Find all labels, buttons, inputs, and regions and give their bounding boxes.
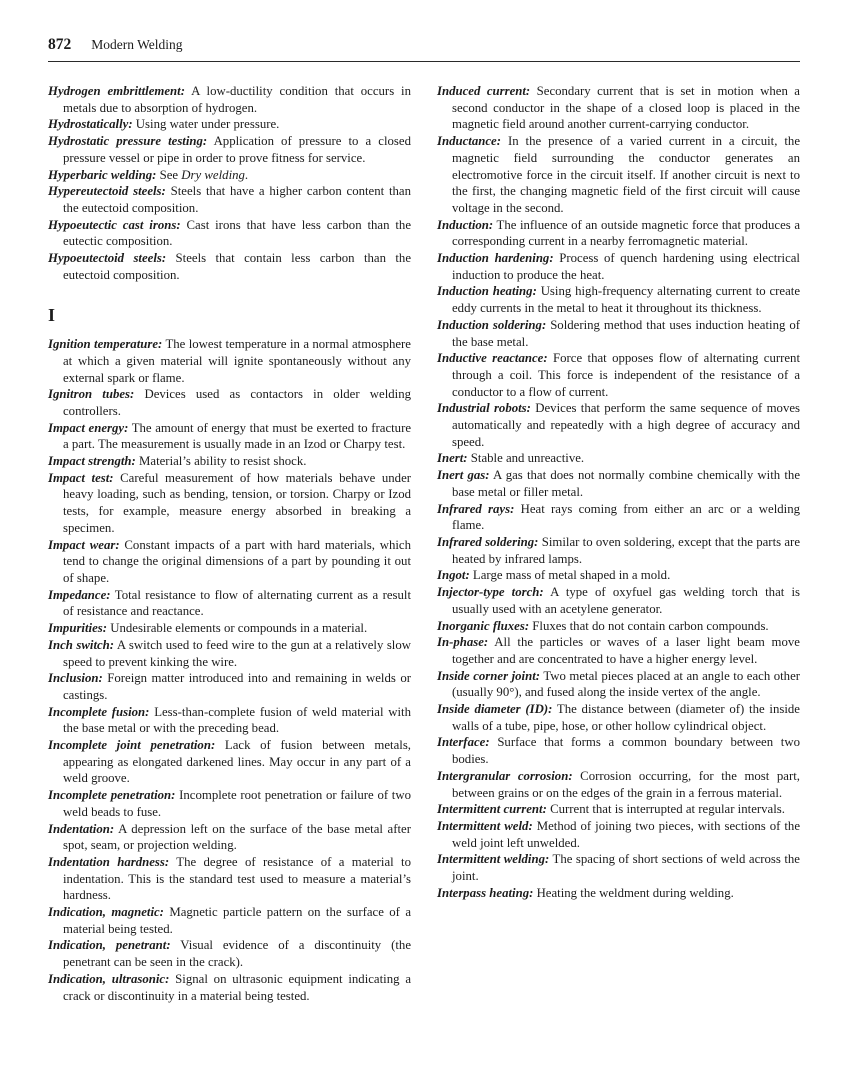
entry-term: Hyperbaric welding: bbox=[48, 167, 157, 182]
entry-term: Indication, ultrasonic: bbox=[48, 971, 170, 986]
glossary-entry bbox=[437, 501, 800, 534]
glossary-entry bbox=[48, 904, 411, 937]
entry-definition: Using high-frequency alternating current to create eddy currents in the metal to heat it throughout its thickness. bbox=[452, 284, 801, 316]
glossary-entry bbox=[48, 217, 411, 250]
entry-term: Intermittent current: bbox=[437, 802, 547, 817]
entry-term: Injector-type torch: bbox=[437, 585, 544, 600]
running-title: Modern Welding bbox=[91, 37, 183, 52]
glossary-entry bbox=[48, 854, 411, 904]
entry-term: Inclusion: bbox=[48, 671, 103, 686]
entry-definition: Current that is interrupted at regular intervals. bbox=[550, 802, 785, 817]
entry-definition: Heat rays coming from either an arc or a welding flame. bbox=[452, 501, 801, 533]
entry-definition: Large mass of metal shaped in a mold. bbox=[472, 568, 671, 583]
section-heading: I bbox=[48, 305, 56, 326]
glossary-entry bbox=[437, 851, 800, 884]
entry-term: Intermittent weld: bbox=[437, 818, 533, 833]
entry-term: Induction: bbox=[437, 217, 494, 232]
entry-definition: Devices used as contactors in older welding controllers. bbox=[63, 387, 412, 418]
entry-definition: Material’s ability to resist shock. bbox=[139, 454, 307, 469]
entry-term: Interpass heating: bbox=[437, 885, 534, 900]
entry-term: Incomplete penetration: bbox=[48, 788, 176, 803]
entry-definition: All the particles or waves of a laser light beam move together and are concentrated to have a higher energy level. bbox=[452, 635, 800, 666]
entry-definition: Process of quench hardening using electrical induction to produce the heat. bbox=[452, 251, 800, 282]
glossary-entry bbox=[48, 183, 411, 216]
entry-definition: A depression left on the surface of the base metal after spot, seam, or projection welding. bbox=[63, 821, 412, 853]
entry-term: Impact test: bbox=[48, 470, 114, 485]
glossary-entry bbox=[437, 818, 800, 851]
glossary-entry bbox=[48, 704, 411, 737]
entry-term: Impact energy: bbox=[48, 420, 129, 435]
entry-term: Hydrostatic pressure testing: bbox=[48, 134, 208, 149]
entry-definition: Two metal pieces placed at an angle to each other (usually 90°), and fused along the inside vertex of the angle. bbox=[452, 668, 801, 700]
entry-term: Impedance: bbox=[48, 587, 111, 602]
entry-term: Indication, magnetic: bbox=[48, 905, 164, 920]
entry-definition: The amount of energy that must be exerted to fracture a part. The measurement is usually made in an Izod or Charpy test. bbox=[63, 420, 412, 452]
glossary-entry bbox=[48, 386, 411, 419]
entry-term: Intergranular corrosion: bbox=[437, 768, 573, 783]
entry-definition: A low-ductility condition that occurs in metals due to absorption of hydrogen. bbox=[63, 84, 411, 115]
glossary-entry bbox=[48, 167, 411, 184]
entry-term: Hydrogen embrittlement: bbox=[48, 84, 185, 98]
left-column bbox=[48, 83, 411, 1004]
glossary-entry bbox=[437, 618, 800, 635]
entry-term: Indication, penetrant: bbox=[48, 938, 171, 953]
entry-definition: Devices that perform the same sequence of moves automatically and repeatedly with a high degree of accuracy and speed. bbox=[452, 401, 801, 449]
entry-definition: Similar to oven soldering, except that the parts are heated by infrared lamps. bbox=[452, 534, 801, 566]
glossary-entry bbox=[437, 250, 800, 283]
entry-term: Infrared rays: bbox=[437, 501, 515, 516]
entry-term: Inside diameter (ID): bbox=[437, 702, 553, 717]
entry-definition: Application of pressure to a closed pressure vessel or pipe in order to prove fitness for service. bbox=[63, 134, 411, 165]
glossary-entry bbox=[437, 584, 800, 617]
entry-definition: Stable and unreactive. bbox=[470, 451, 585, 466]
entry-definition: Undesirable elements or compounds in a material. bbox=[110, 621, 368, 636]
entry-definition: The influence of an outside magnetic force that produces a corresponding current in a nearby ferromagnetic material. bbox=[452, 217, 800, 249]
glossary-entry bbox=[437, 534, 800, 567]
glossary-entry bbox=[437, 217, 800, 250]
glossary-entry bbox=[48, 737, 411, 787]
entry-term: Induction soldering: bbox=[437, 317, 547, 332]
entry-term: Hypoeutectoid steels: bbox=[48, 251, 167, 266]
entry-term: Inert gas: bbox=[437, 468, 490, 483]
glossary-entry bbox=[48, 537, 411, 587]
entry-definition: Magnetic particle pattern on the surface of a material being tested. bbox=[63, 905, 411, 936]
entry-term: Induction heating: bbox=[437, 284, 537, 299]
entry-definition: Surface that forms a common boundary between two bodies. bbox=[452, 735, 801, 767]
entry-term: Inorganic fluxes: bbox=[437, 618, 530, 633]
entry-term: Impurities: bbox=[48, 621, 108, 636]
glossary-entry bbox=[48, 787, 411, 820]
glossary-entry bbox=[437, 668, 800, 701]
glossary-columns bbox=[48, 83, 800, 1004]
glossary-entry bbox=[48, 453, 411, 470]
entry-definition: In the presence of a varied current in a circuit, the magnetic field surrounding the conductor generates an electromotive force in the circuit itself. If another circuit is next to the first, the changing magnetic field of the first circuit will cause voltage in the second. bbox=[452, 134, 800, 215]
entry-term: Impact strength: bbox=[48, 454, 136, 469]
entry-definition: A gas that does not normally combine chemically with the base metal or filler metal. bbox=[452, 468, 800, 499]
glossary-entry bbox=[437, 768, 800, 801]
glossary-entry bbox=[48, 83, 411, 116]
glossary-entry bbox=[437, 350, 800, 400]
glossary-entry bbox=[48, 937, 411, 970]
entry-definition: Careful measurement of how materials behave under heavy loading, such as bending, tension, or torsion. Charpy or Izod tests, for example, measure energy absorbed in breaking a specimen. bbox=[63, 470, 412, 535]
entry-definition: Corrosion occurring, for the most part, between grains or on the edges of the grain in a ferrous material. bbox=[452, 768, 800, 800]
entry-definition: Signal on ultrasonic equipment indicating a crack or discontinuity in a material being tested. bbox=[63, 971, 411, 1003]
entry-definition: Fluxes that do not contain carbon compounds. bbox=[532, 618, 769, 633]
entry-definition: Foreign matter introduced into and remaining in welds or castings. bbox=[63, 671, 411, 702]
glossary-entry bbox=[48, 116, 411, 133]
entry-term: Induction hardening: bbox=[437, 251, 554, 266]
glossary-entry bbox=[437, 400, 800, 450]
entry-definition: Constant impacts of a part with hard materials, which tend to change the original dimensions of a part by pounding it out of shape. bbox=[63, 537, 411, 585]
glossary-entry bbox=[437, 567, 800, 584]
entry-term: Inductive reactance: bbox=[437, 351, 548, 366]
entry-term: Indentation: bbox=[48, 821, 115, 836]
glossary-entry bbox=[48, 821, 411, 854]
entry-term: Industrial robots: bbox=[437, 401, 531, 416]
glossary-entry bbox=[437, 885, 800, 902]
entry-term: Inch switch: bbox=[48, 637, 115, 652]
entry-definition: Incomplete root penetration or failure of two weld beads to fuse. bbox=[63, 788, 411, 819]
entry-definition: Secondary current that is set in motion when a second conductor in the shape of a closed loop is placed in the magnetic field around another current-carrying conductor. bbox=[452, 84, 800, 132]
glossary-entry bbox=[437, 701, 800, 734]
glossary-entry bbox=[437, 801, 800, 818]
glossary-entry bbox=[437, 133, 800, 217]
glossary-entry bbox=[437, 283, 800, 316]
entry-definition: Cast irons that have less carbon than the eutectic composition. bbox=[63, 217, 412, 249]
glossary-entry bbox=[48, 620, 411, 637]
glossary-entry bbox=[437, 467, 800, 500]
entry-definition: Visual evidence of a discontinuity (the penetrant can be seen in the crack). bbox=[63, 938, 412, 970]
glossary-entry bbox=[48, 133, 411, 166]
glossary-entry bbox=[48, 336, 411, 386]
entry-definition: Steels that contain less carbon than the eutectoid composition. bbox=[63, 251, 412, 282]
entry-term: Interface: bbox=[437, 735, 490, 750]
glossary-entry bbox=[48, 637, 411, 670]
entry-definition: A switch used to feed wire to the gun at a relatively slow speed to prevent kinking the wire. bbox=[63, 637, 411, 669]
entry-term: Inside corner joint: bbox=[437, 668, 541, 683]
entry-definition: Steels that have a higher carbon content than the eutectoid composition. bbox=[63, 184, 412, 215]
glossary-entry bbox=[437, 317, 800, 350]
entry-term: Incomplete joint penetration: bbox=[48, 738, 216, 753]
glossary-entry bbox=[48, 670, 411, 703]
header-rule bbox=[48, 61, 800, 62]
entry-definition: Total resistance to flow of alternating current as a result of resistance and reactance. bbox=[63, 587, 411, 619]
entry-definition: Heating the weldment during welding. bbox=[536, 885, 734, 900]
entry-definition: Method of joining two pieces, with sections of the weld joint left unwelded. bbox=[452, 818, 801, 850]
entry-definition: See Dry welding. bbox=[159, 167, 249, 182]
entry-term: Hydrostatically: bbox=[48, 117, 133, 132]
glossary-entry bbox=[48, 587, 411, 620]
entry-definition: The distance between (diameter of) the inside walls of a tube, pipe, hose, or other hollow cylindrical object. bbox=[452, 702, 800, 733]
glossary-entry bbox=[437, 634, 800, 667]
glossary-entry bbox=[437, 83, 800, 133]
entry-term: Ignition temperature: bbox=[48, 337, 163, 352]
entry-definition: A type of oxyfuel gas welding torch that is usually used with an acetylene generator. bbox=[452, 585, 800, 616]
entry-term: Incomplete fusion: bbox=[48, 704, 150, 719]
entry-definition: Lack of fusion between metals, appearing as elongated darkened lines. May occur in any part of a weld groove. bbox=[63, 738, 412, 786]
entry-definition: Soldering method that uses induction heating of the base metal. bbox=[452, 317, 801, 349]
entry-term: Infrared soldering: bbox=[437, 534, 539, 549]
glossary-entry bbox=[437, 450, 800, 467]
entry-term: Inert: bbox=[437, 451, 468, 466]
entry-term: Ingot: bbox=[437, 568, 470, 583]
entry-term: Induced current: bbox=[437, 84, 531, 98]
right-column bbox=[437, 83, 800, 1004]
entry-definition: The spacing of short sections of weld across the joint. bbox=[452, 852, 800, 884]
page-header bbox=[48, 36, 800, 54]
entry-term: Hypereutectoid steels: bbox=[48, 184, 166, 199]
glossary-entry bbox=[48, 420, 411, 453]
entry-term: Intermittent welding: bbox=[437, 852, 550, 867]
glossary-entry bbox=[48, 470, 411, 537]
entry-term: Hypoeutectic cast irons: bbox=[48, 217, 181, 232]
entry-term: In-phase: bbox=[437, 635, 489, 650]
entry-term: Inductance: bbox=[437, 134, 501, 149]
entry-definition: Less-than-complete fusion of weld material with the base metal or with the preceding bead. bbox=[63, 704, 412, 736]
entry-definition: Force that opposes flow of alternating current through a coil. This force is independent of the resistance of a conductor to a flow of current. bbox=[452, 351, 800, 399]
entry-term: Ignitron tubes: bbox=[48, 387, 135, 402]
glossary-entry bbox=[437, 734, 800, 767]
entry-term: Indentation hardness: bbox=[48, 854, 170, 869]
page-number: 872 bbox=[48, 36, 72, 53]
entry-definition: Using water under pressure. bbox=[135, 117, 280, 132]
entry-definition: The degree of resistance of a material to indentation. This is the standard test used to measure a material’s hardness. bbox=[63, 854, 412, 903]
glossary-entry bbox=[48, 971, 411, 1004]
entry-term: Impact wear: bbox=[48, 537, 120, 552]
entry-definition: The lowest temperature in a normal atmosphere at which a given material will ignite spontaneously without any external spark or flame. bbox=[63, 337, 411, 385]
glossary-entry bbox=[48, 250, 411, 283]
